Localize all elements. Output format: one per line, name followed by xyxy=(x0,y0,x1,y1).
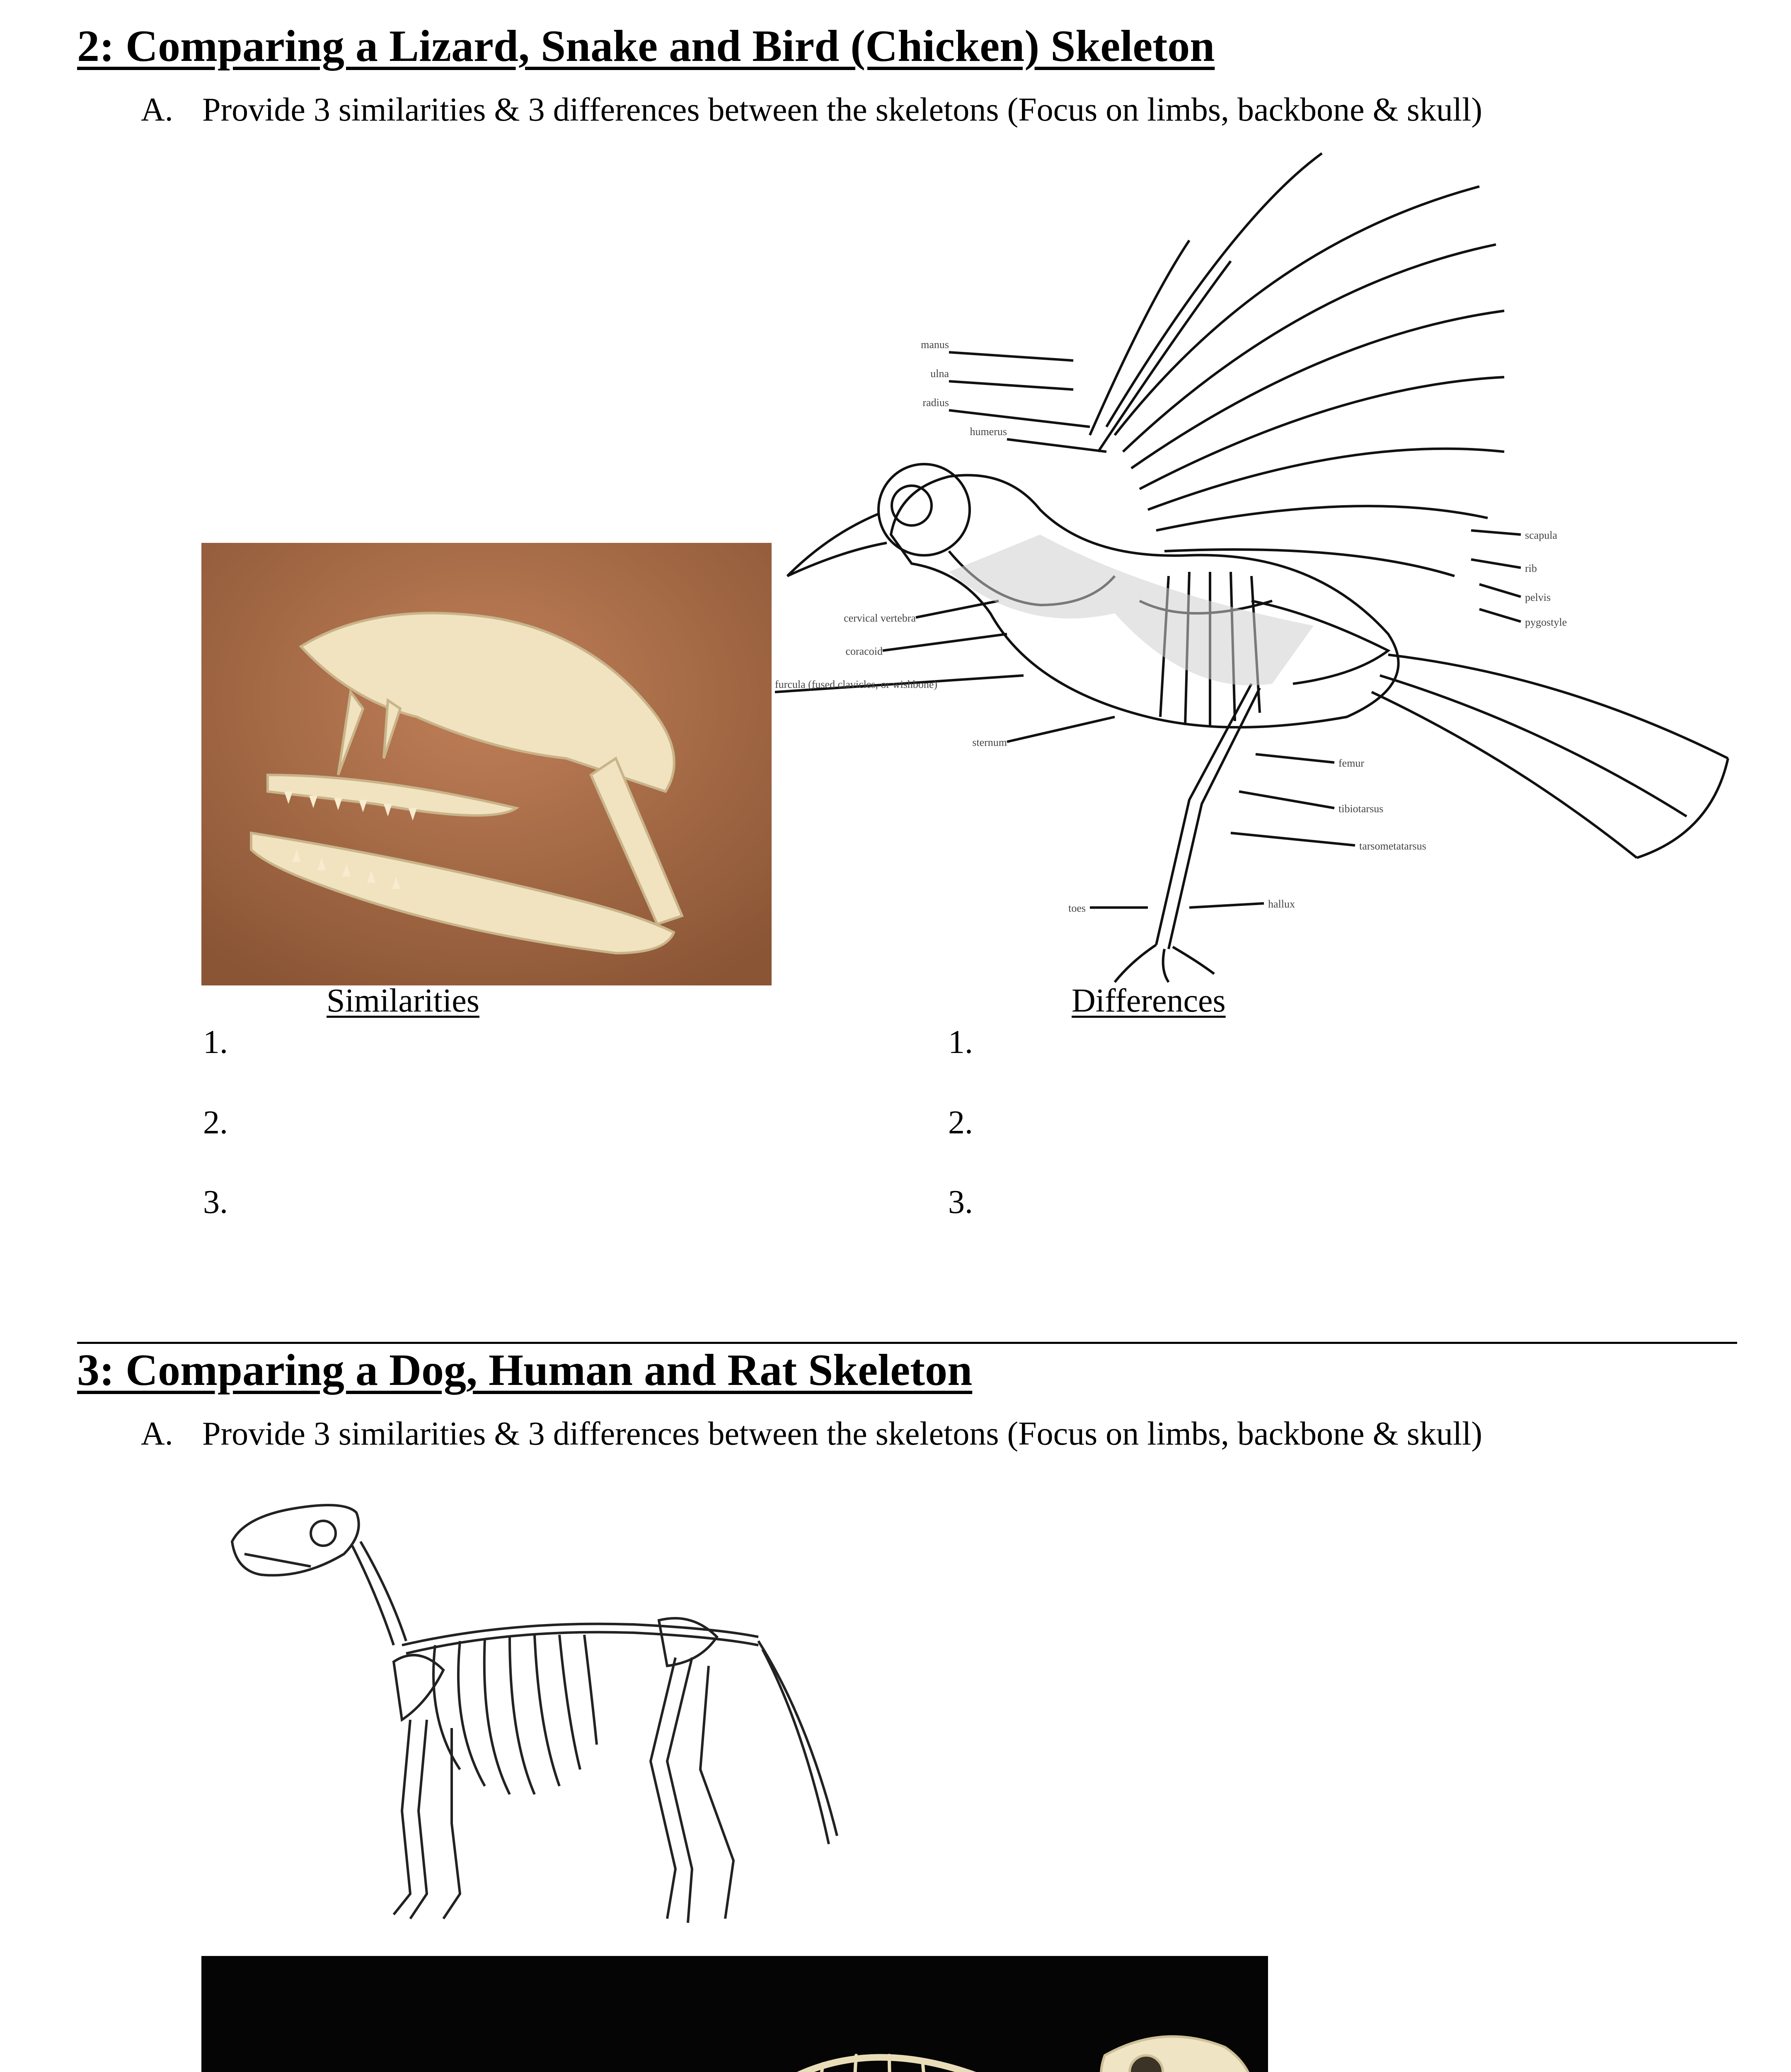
section-divider xyxy=(77,1342,1737,1344)
similarity-1: 1. xyxy=(203,1024,228,1060)
section2-instruction: Provide 3 similarities & 3 differences between the skeletons (Focus on limbs, backbone & skull) xyxy=(202,92,1483,128)
bird-label-rib: rib xyxy=(1525,562,1537,574)
bird-label-tibiotarsus: tibiotarsus xyxy=(1338,803,1384,815)
bird-label-toes: toes xyxy=(1068,902,1086,914)
bird-label-hallux: hallux xyxy=(1268,898,1295,910)
section3-instruction: Provide 3 similarities & 3 differences between the skeletons (Focus on limbs, backbone & skull) xyxy=(202,1416,1483,1452)
rat-skeleton-image xyxy=(201,1956,1268,2072)
bird-label-scapula: scapula xyxy=(1525,529,1557,541)
similarities-header: Similarities xyxy=(327,983,479,1019)
dog-skeleton-image xyxy=(220,1471,841,1939)
bird-label-pygostyle: pygostyle xyxy=(1525,616,1567,628)
bird-skeleton-image xyxy=(775,137,1736,986)
section2-heading: 2: Comparing a Lizard, Snake and Bird (Chicken) Skeleton xyxy=(77,22,1215,71)
bird-label-femur: femur xyxy=(1338,757,1365,769)
bird-label-ulna: ulna xyxy=(930,368,949,380)
bird-label-sternum: sternum xyxy=(972,736,1007,748)
bird-label-humerus: humerus xyxy=(970,426,1007,438)
similarity-3: 3. xyxy=(203,1184,228,1220)
section3-marker: A. xyxy=(141,1416,173,1452)
similarity-2: 2. xyxy=(203,1104,228,1141)
bird-label-pelvis: pelvis xyxy=(1525,591,1551,603)
section3-heading: 3: Comparing a Dog, Human and Rat Skeleton xyxy=(77,1346,973,1395)
bird-label-cervical-vertebra: cervical vertebra xyxy=(844,612,916,624)
difference-2: 2. xyxy=(948,1104,973,1141)
bird-label-radius: radius xyxy=(922,397,949,409)
bird-label-furcula: furcula (fused clavicles, or wishbone) xyxy=(775,678,938,690)
section2-marker: A. xyxy=(141,92,173,128)
bird-label-manus: manus xyxy=(921,339,949,351)
difference-3: 3. xyxy=(948,1184,973,1220)
bird-label-coracoid: coracoid xyxy=(845,645,883,657)
bird-label-tarsometatarsus: tarsometatarsus xyxy=(1359,840,1426,852)
snake-skull-image xyxy=(201,543,772,985)
differences-header: Differences xyxy=(1072,983,1226,1019)
difference-1: 1. xyxy=(948,1024,973,1060)
